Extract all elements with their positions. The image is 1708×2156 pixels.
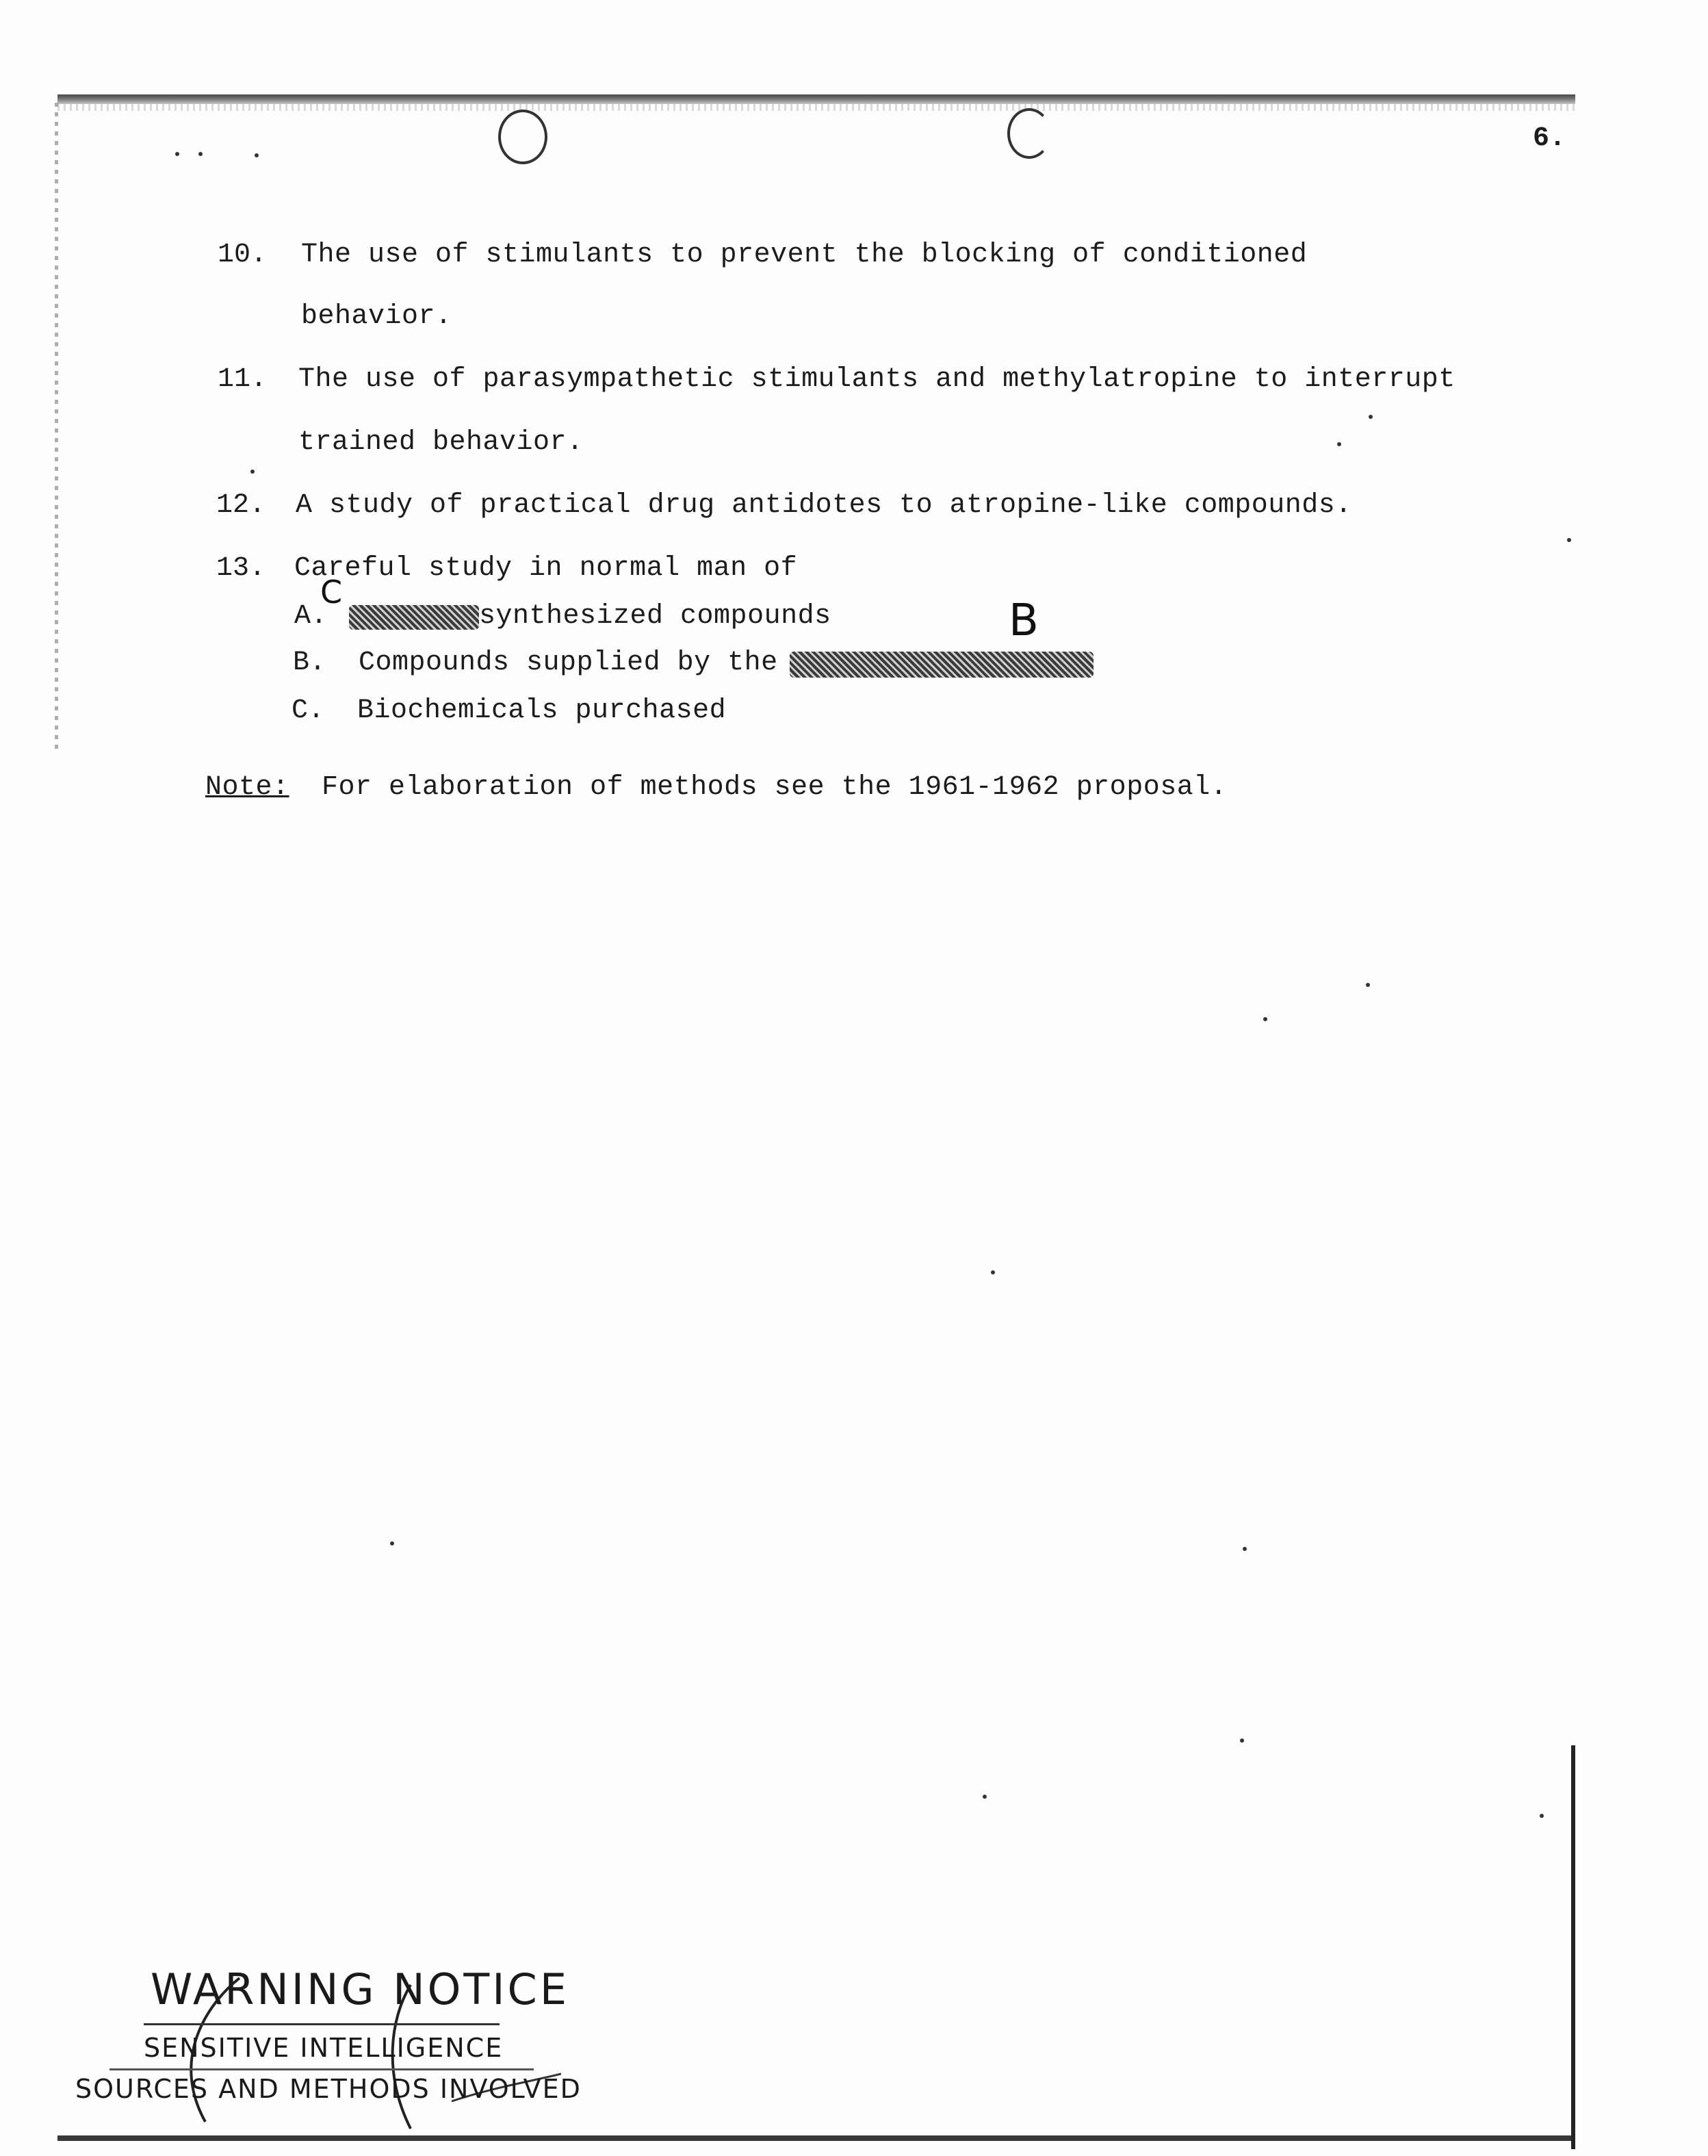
subitem-b-letter: B. — [293, 647, 326, 678]
redaction-block — [790, 652, 1094, 678]
scan-bottom-border — [57, 2135, 1575, 2141]
item-13-number: 13. — [216, 553, 266, 584]
item-10-number: 10. — [218, 240, 268, 270]
item-11-line-2: trained behavior. — [298, 427, 584, 458]
item-13-line-1: Careful study in normal man of — [294, 553, 798, 584]
warning-stamp — [68, 1964, 582, 2135]
page-number: 6. — [1533, 123, 1566, 154]
item-11-line-1: The use of parasympathetic stimulants and methylatropine to interrupt — [298, 364, 1455, 395]
punch-hole-left — [498, 110, 547, 164]
subitem-b-text: Compounds supplied by the — [359, 647, 778, 678]
scan-left-border — [55, 103, 58, 753]
stamp-rule — [144, 2023, 500, 2025]
scan-right-border — [1571, 1745, 1575, 2149]
stamp-rule — [109, 2068, 534, 2070]
redaction-block — [349, 605, 479, 630]
note-text: For elaboration of methods see the 1961-1962 proposal. — [322, 772, 1228, 803]
subitem-c-text: Biochemicals purchased — [357, 695, 727, 726]
scan-top-noise — [57, 104, 1575, 111]
handwritten-mark-c: C — [320, 574, 343, 611]
item-12-number: 12. — [216, 490, 266, 521]
item-10-line-1: The use of stimulants to prevent the blocking of conditioned — [301, 240, 1308, 270]
stamp-line-2: SOURCES AND METHODS INVOLVED — [75, 2074, 582, 2104]
subitem-c-letter: C. — [292, 695, 325, 726]
punch-hole-right — [1007, 108, 1051, 159]
item-11-number: 11. — [218, 364, 268, 395]
note-label: Note: — [205, 772, 289, 803]
handwritten-mark-b: B — [1009, 595, 1039, 646]
subitem-a-text: synthesized compounds — [479, 601, 831, 632]
item-12-line-1: A study of practical drug antidotes to atropine-like compounds. — [296, 490, 1352, 521]
stamp-line-1: SENSITIVE INTELLIGENCE — [144, 2033, 504, 2063]
subitem-a-letter: A. — [294, 601, 328, 632]
stamp-title: WARNING NOTICE — [151, 1964, 570, 2014]
item-10-line-2: behavior. — [301, 301, 452, 332]
scan-top-border — [57, 94, 1575, 104]
